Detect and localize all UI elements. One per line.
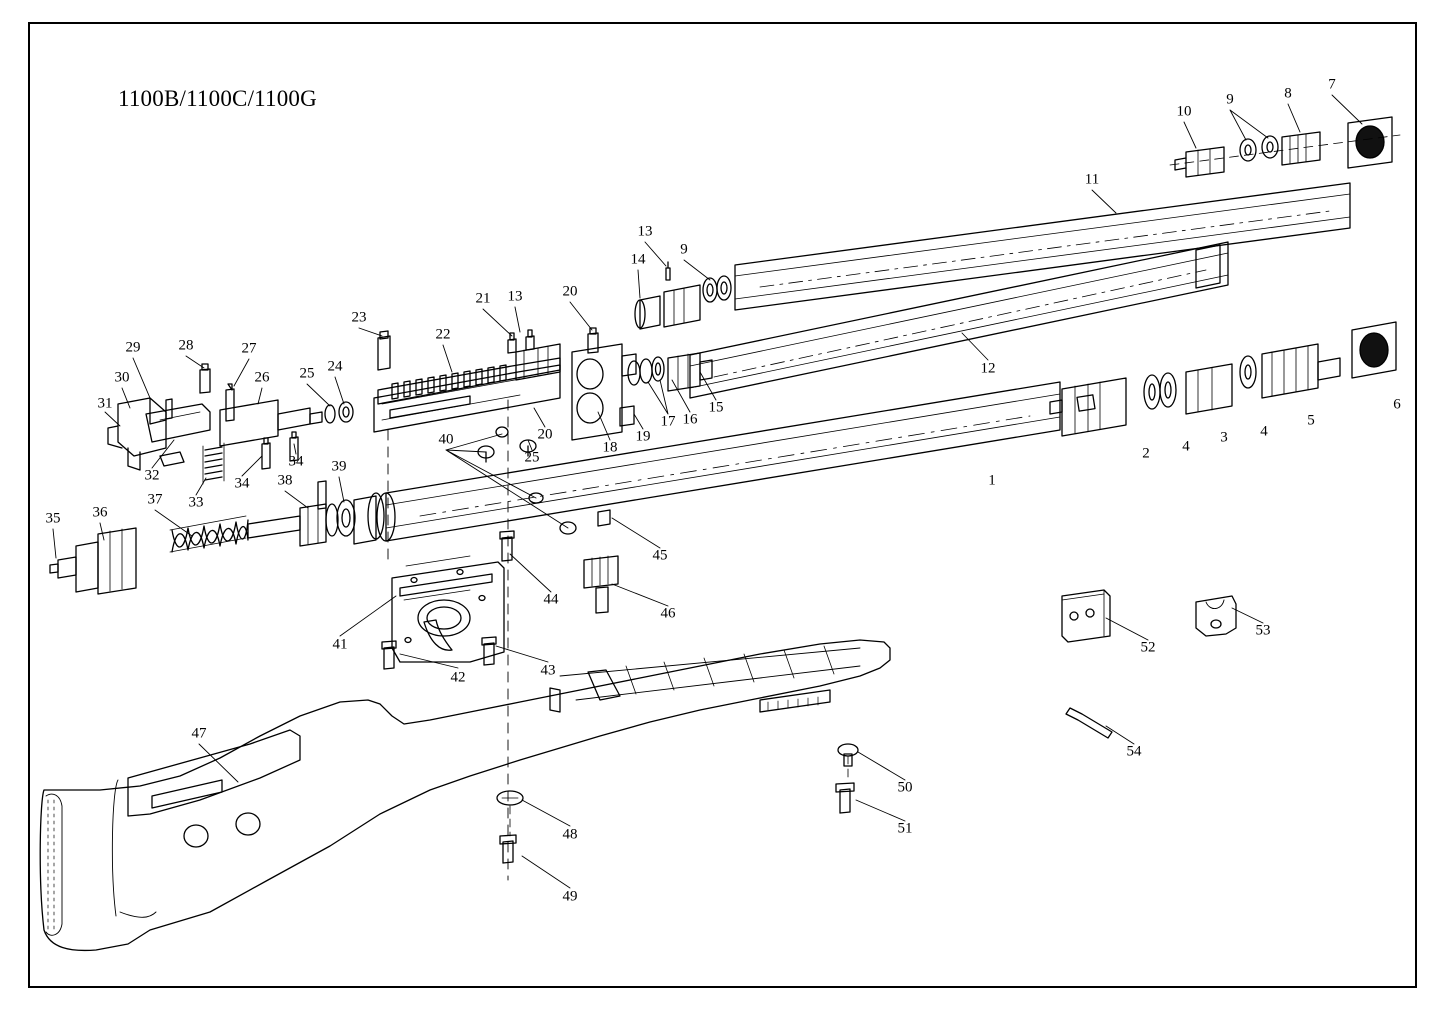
leader-lines <box>53 91 1362 888</box>
callout-13a: 13 <box>637 223 653 240</box>
callout-17: 17 <box>660 413 676 430</box>
callout-31: 31 <box>97 395 113 412</box>
callout-4a: 4 <box>1182 438 1190 455</box>
valve-parts-group <box>1050 322 1396 436</box>
callout-12: 12 <box>980 360 996 377</box>
stock-hardware-group <box>497 744 858 863</box>
callout-40: 40 <box>438 431 454 448</box>
callout-21: 21 <box>475 290 491 307</box>
callout-10: 10 <box>1176 103 1192 120</box>
callout-52: 52 <box>1140 639 1156 656</box>
callout-34a: 34 <box>234 475 250 492</box>
callout-7: 7 <box>1328 76 1336 93</box>
callout-9a: 9 <box>1226 91 1234 108</box>
callout-14: 14 <box>630 251 646 268</box>
callout-32: 32 <box>144 467 160 484</box>
callout-49: 49 <box>562 888 578 905</box>
callout-1: 1 <box>988 472 996 489</box>
callout-53: 53 <box>1255 622 1271 639</box>
callout-18: 18 <box>602 439 618 456</box>
callout-44: 44 <box>543 591 559 608</box>
callout-3: 3 <box>1220 429 1228 446</box>
callout-28: 28 <box>178 337 194 354</box>
callout-5: 5 <box>1307 412 1315 429</box>
callout-35: 35 <box>45 510 61 527</box>
stock-group <box>40 636 890 950</box>
callout-24: 24 <box>327 358 343 375</box>
barrel-mid-group <box>635 242 1228 398</box>
callout-27: 27 <box>241 340 257 357</box>
callout-42: 42 <box>450 669 466 686</box>
accessories-group <box>1062 590 1236 738</box>
callout-2: 2 <box>1142 445 1150 462</box>
callout-38: 38 <box>277 472 293 489</box>
callout-39: 39 <box>331 458 347 475</box>
callout-19: 19 <box>635 428 651 445</box>
callout-45: 45 <box>652 547 668 564</box>
callout-33: 33 <box>188 494 204 511</box>
callout-47: 47 <box>191 725 207 742</box>
callout-43: 43 <box>540 662 556 679</box>
callout-54: 54 <box>1126 743 1142 760</box>
callout-11: 11 <box>1084 171 1100 188</box>
callout-20a: 20 <box>562 283 578 300</box>
barrel-upper-group <box>735 117 1400 310</box>
receiver-rail-group <box>374 328 598 432</box>
callout-37: 37 <box>147 491 163 508</box>
callout-30: 30 <box>114 369 130 386</box>
callout-9b: 9 <box>680 241 688 258</box>
callout-22: 22 <box>435 326 451 343</box>
callout-25a: 25 <box>299 365 315 382</box>
callout-4b: 4 <box>1260 423 1268 440</box>
small-fasteners-group <box>388 400 618 880</box>
callout-41: 41 <box>332 636 348 653</box>
callout-46: 46 <box>660 605 676 622</box>
callout-25b: 25 <box>524 449 540 466</box>
callout-50: 50 <box>897 779 913 796</box>
diagram-title: 1100B/1100C/1100G <box>118 86 317 111</box>
callout-8: 8 <box>1284 85 1292 102</box>
callout-29: 29 <box>125 339 141 356</box>
callout-16: 16 <box>682 411 698 428</box>
callout-20b: 20 <box>537 426 553 443</box>
callout-51: 51 <box>897 820 913 837</box>
trigger-housing-group <box>382 556 504 669</box>
callout-26: 26 <box>254 369 270 386</box>
callout-36: 36 <box>92 504 108 521</box>
callout-23: 23 <box>351 309 367 326</box>
callout-48: 48 <box>562 826 578 843</box>
callout-34b: 34 <box>288 453 304 470</box>
callout-6: 6 <box>1393 396 1401 413</box>
callout-15: 15 <box>708 399 724 416</box>
callout-13b: 13 <box>507 288 523 305</box>
